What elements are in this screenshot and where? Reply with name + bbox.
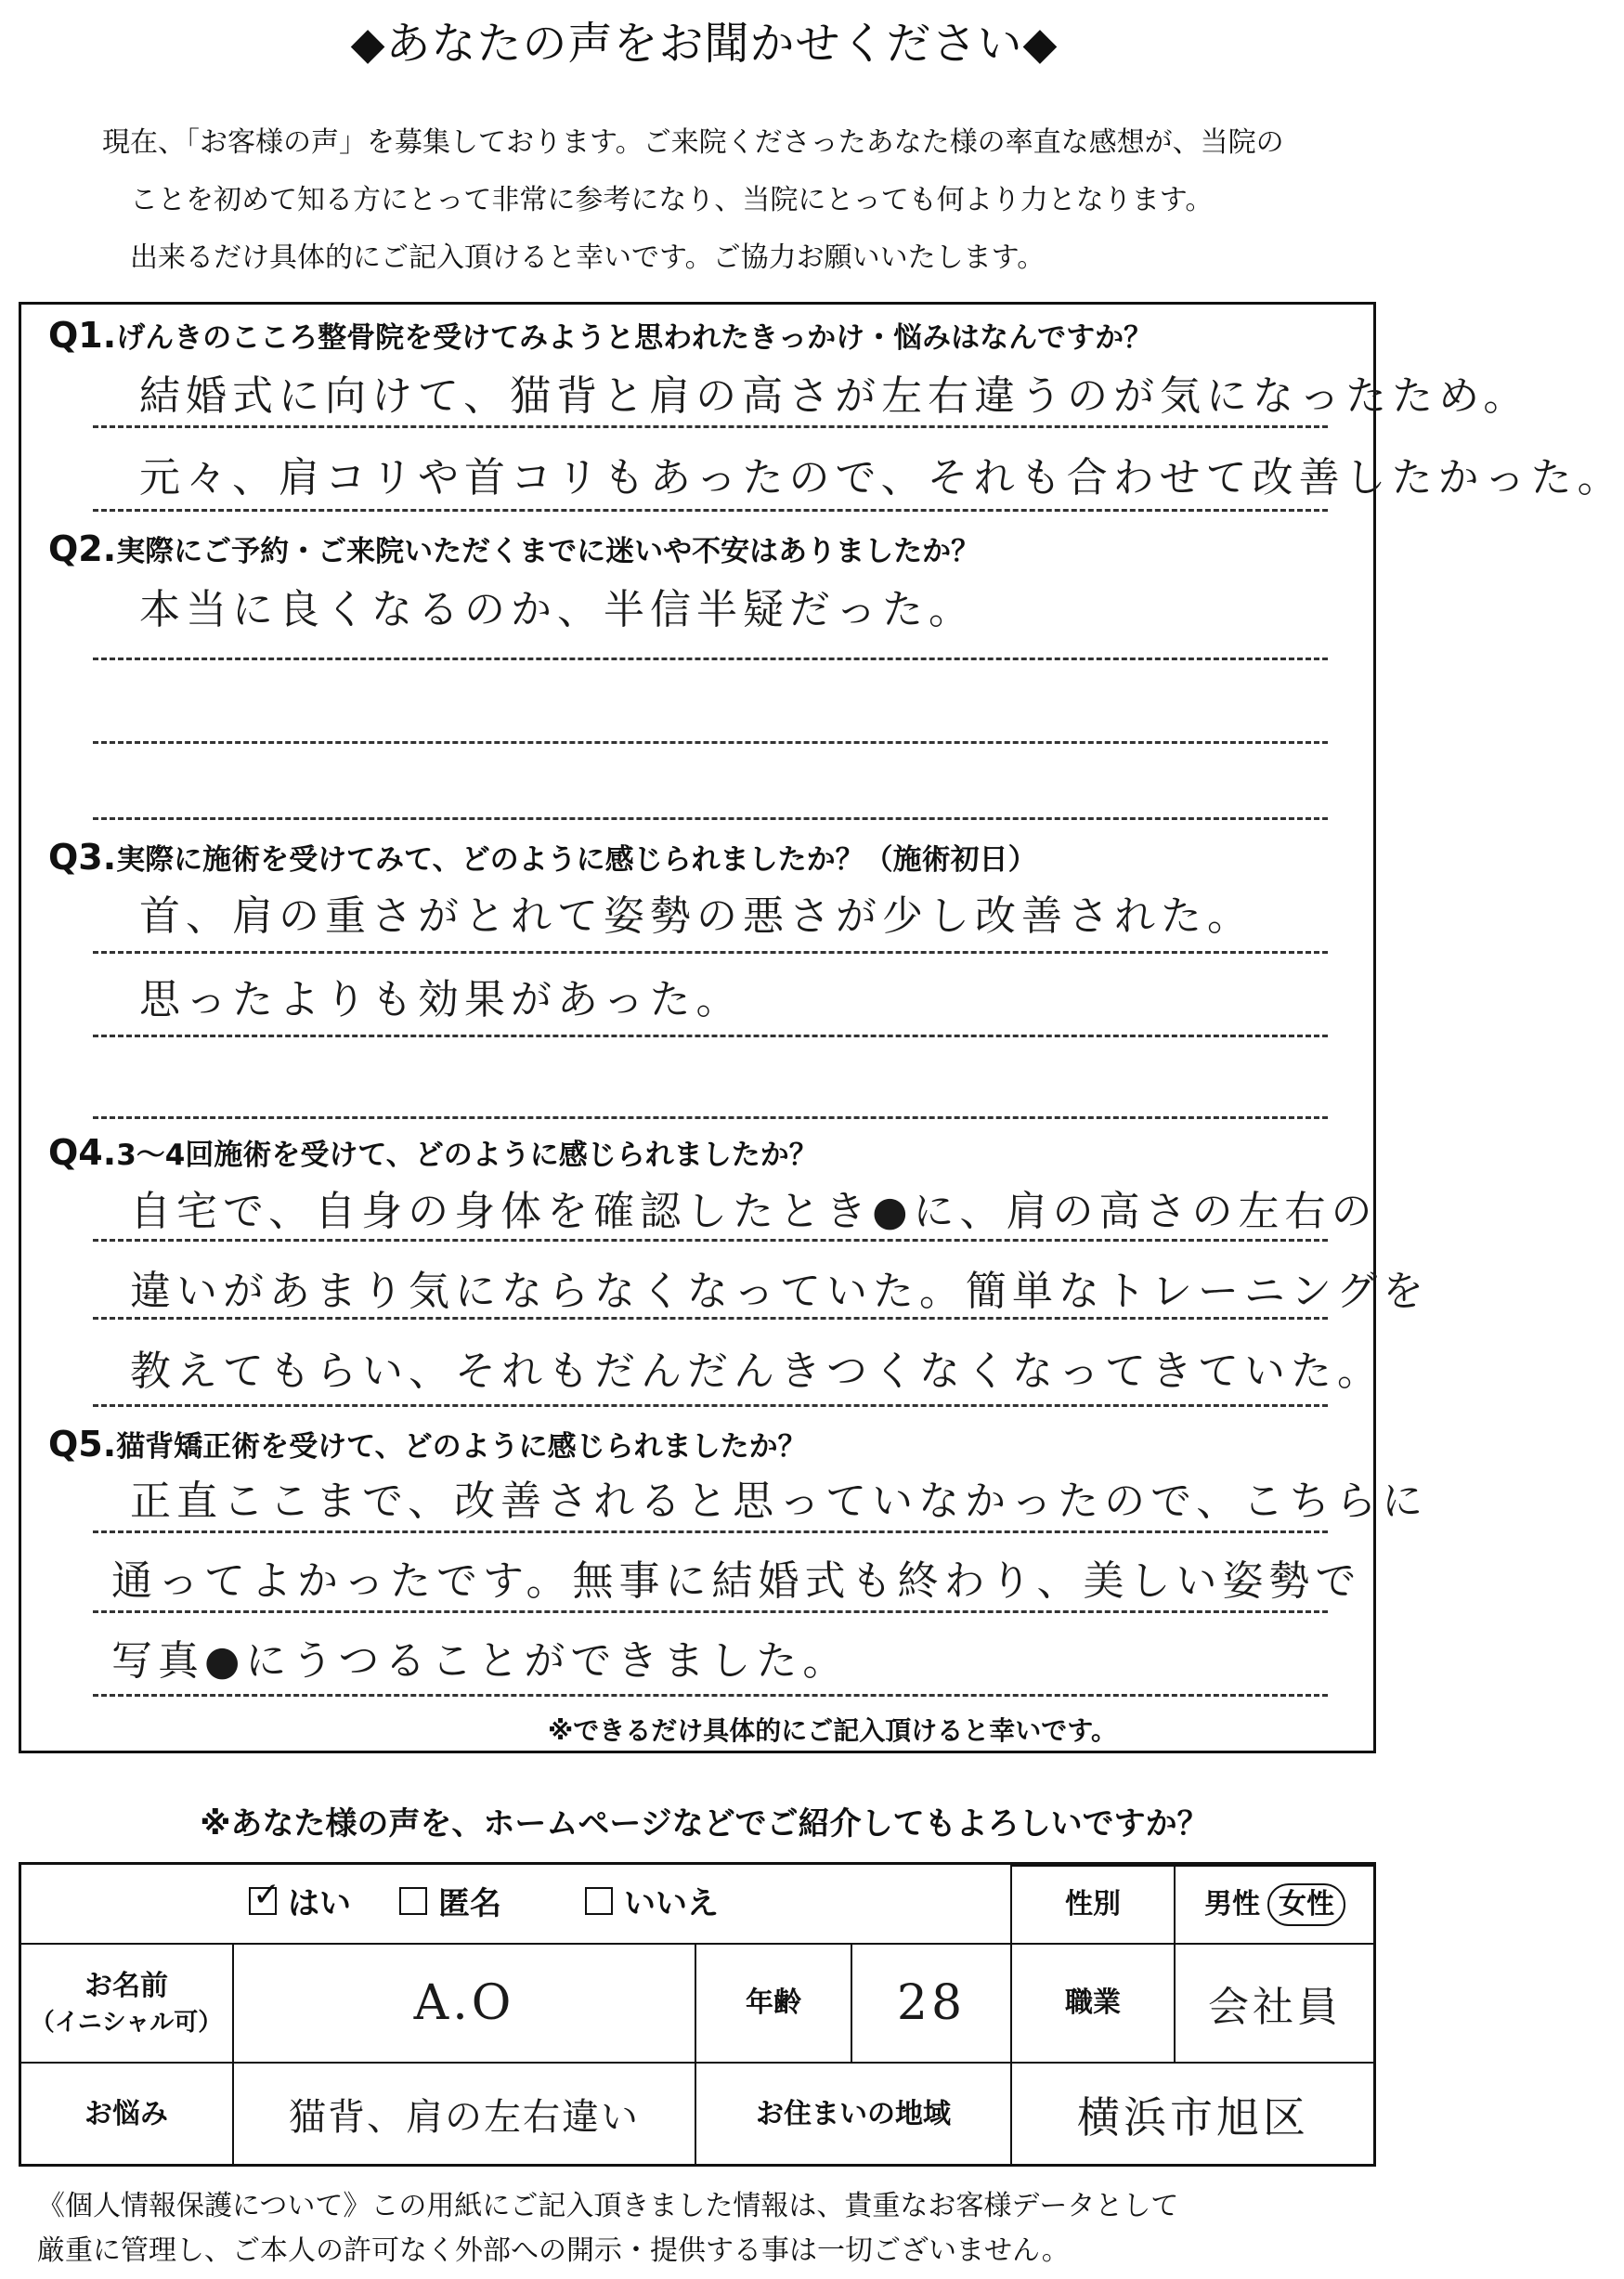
- q5-text: 猫背矯正術を受けて、どのように感じられましたか？: [116, 1430, 807, 1464]
- consent-question: ※あなた様の声を、ホームページなどでご紹介してもよろしいですか？: [200, 1805, 1209, 1843]
- consent-option-label: 匿名: [438, 1885, 501, 1922]
- area-value: 横浜市旭区: [1077, 2091, 1309, 2142]
- q4-answer-line-1: 自宅で、自身の身体を確認したとき●に、肩の高さの左右の: [130, 1188, 1378, 1235]
- gender-label: 性別: [1065, 1888, 1121, 1921]
- answer-rule: [93, 817, 1328, 820]
- q3-answer-line-2: 思ったよりも効果があった。: [139, 976, 743, 1023]
- gender-label-cell: [1010, 1865, 1176, 1945]
- answer-rule: [93, 1317, 1328, 1320]
- area-value-cell[interactable]: [1010, 2062, 1376, 2167]
- consent-option-label: はい: [288, 1885, 351, 1922]
- q5-answer-line-1: 正直ここまで、改善されると思っていなかったので、こちらに: [130, 1478, 1429, 1525]
- q4-answer-line-2: 違いがあまり気にならなくなっていた。簡単なトレーニングを: [130, 1268, 1430, 1315]
- area-label: お住まいの地域: [756, 2097, 951, 2130]
- intro-line-1: 現在、「お客様の声」を募集しております。ご来院くださったあなた様の率直な感想が、当院の: [102, 126, 1284, 159]
- page-title: ◆あなたの声をお聞かせください◆: [350, 18, 1059, 70]
- q2-number: Q2.: [48, 528, 117, 569]
- q2-answer-line-1: 本当に良くなるのか、半信半疑だった。: [139, 586, 975, 633]
- q1-answer-line-1: 結婚式に向けて、猫背と肩の高さが左右違うのが気になったため。: [139, 372, 1530, 420]
- q3-number: Q3.: [48, 837, 117, 878]
- footnote: ※できるだけ具体的にご記入頂けると幸いです。: [548, 1715, 1117, 1746]
- privacy-line-2: 厳重に管理し、ご本人の許可なく外部への開示・提供する事は一切ございません。: [37, 2234, 1070, 2267]
- consent-option-label: いいえ: [624, 1885, 719, 1922]
- answer-rule: [93, 1116, 1328, 1119]
- q1-number: Q1.: [48, 315, 117, 356]
- questionnaire-box: [19, 302, 1376, 1753]
- job-label: 職業: [1065, 1986, 1121, 2019]
- concern-value: 猫背、肩の左右違い: [289, 2096, 640, 2139]
- q4-number: Q4.: [48, 1132, 117, 1173]
- name-label: お名前: [84, 1969, 168, 2002]
- job-label-cell: [1010, 1943, 1176, 2064]
- q5-heading: [48, 1423, 807, 1465]
- intro-line-3: 出来るだけ具体的にご記入頂けると幸いです。ご協力お願いいたします。: [130, 241, 1046, 274]
- job-value-cell[interactable]: [1174, 1943, 1376, 2064]
- answer-rule: [93, 741, 1328, 744]
- name-value: A.O: [413, 1975, 515, 2031]
- privacy-line-1: 《個人情報保護について》この用紙にご記入頂きました情報は、貴重なお客様データとして: [37, 2190, 1179, 2222]
- answer-rule: [93, 1610, 1328, 1613]
- q2-heading: [48, 527, 980, 569]
- answer-rule: [93, 1694, 1328, 1697]
- intro-line-2: ことを初めて知る方にとって非常に参考になり、当院にとっても何より力となります。: [130, 184, 1214, 216]
- name-label-cell: [19, 1943, 234, 2064]
- q5-number: Q5.: [48, 1424, 117, 1465]
- q3-text: 実際に施術を受けてみて、どのように感じられましたか？（施術初日）: [116, 843, 1037, 877]
- age-value-cell[interactable]: [851, 1943, 1012, 2064]
- q2-text: 実際にご予約・ご来院いただくまでに迷いや不安はありましたか？: [116, 535, 981, 568]
- answer-rule: [93, 658, 1328, 660]
- concern-value-cell[interactable]: [232, 2062, 696, 2167]
- answer-rule: [93, 951, 1328, 954]
- gender-male[interactable]: 男性: [1204, 1888, 1260, 1921]
- q4-text: 3～4回施術を受けて、どのように感じられましたか？: [116, 1139, 818, 1172]
- concern-label-cell: [19, 2062, 234, 2167]
- gender-options-cell[interactable]: [1174, 1865, 1376, 1945]
- answer-rule: [93, 1404, 1328, 1407]
- gender-female-selected[interactable]: 女性: [1267, 1883, 1345, 1926]
- q1-answer-line-2: 元々、肩コリや首コリもあったので、それも合わせて改善したかった。: [139, 454, 1624, 501]
- age-label: 年齢: [746, 1986, 801, 2019]
- concern-label: お悩み: [84, 2097, 168, 2130]
- name-label-note: （イニシャル可）: [30, 2008, 223, 2037]
- answer-rule: [93, 1530, 1328, 1533]
- answer-rule: [93, 425, 1328, 428]
- name-value-cell[interactable]: [232, 1943, 696, 2064]
- age-label-cell: [695, 1943, 852, 2064]
- q5-answer-line-2: 通ってよかったです。無事に結婚式も終わり、美しい姿勢で: [111, 1557, 1362, 1605]
- q4-heading: [48, 1131, 818, 1173]
- q1-heading: [48, 314, 1152, 356]
- answer-rule: [93, 1239, 1328, 1242]
- q3-heading: [48, 836, 1037, 878]
- answer-rule: [93, 509, 1328, 512]
- profile-table: [19, 1862, 1376, 2167]
- answer-rule: [93, 1035, 1328, 1037]
- q4-answer-line-3: 教えてもらい、それもだんだんきつくなくなってきていた。: [130, 1348, 1384, 1395]
- area-label-cell: [695, 2062, 1012, 2167]
- job-value: 会社員: [1208, 1984, 1342, 2031]
- q1-text: げんきのこころ整骨院を受けてみようと思われたきっかけ・悩みはなんですか？: [116, 321, 1153, 355]
- age-value: 28: [896, 1975, 967, 2031]
- q5-answer-line-3: 写真●にうつることができました。: [111, 1637, 850, 1685]
- q3-answer-line-1: 首、肩の重さがとれて姿勢の悪さが少し改善された。: [139, 892, 1254, 940]
